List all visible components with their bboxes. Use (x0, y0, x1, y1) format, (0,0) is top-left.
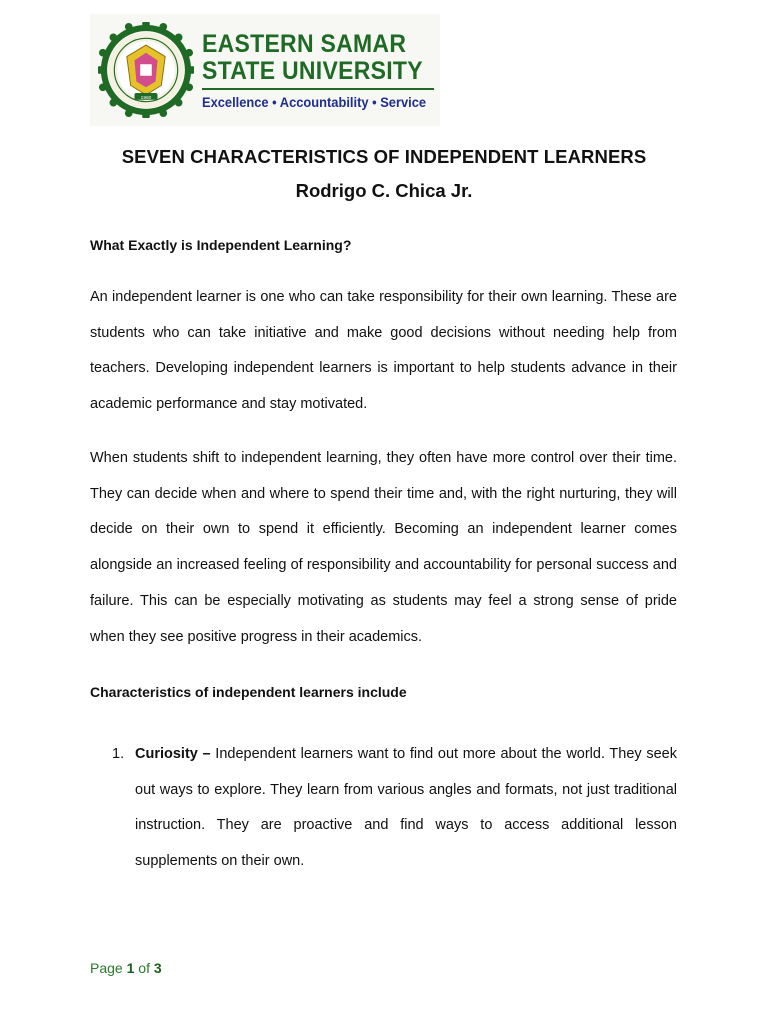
page-footer (90, 960, 162, 976)
document-title: SEVEN CHARACTERISTICS OF INDEPENDENT LEARNERS (121, 146, 647, 167)
section-heading-characteristics: Characteristics of independent learners include (90, 684, 407, 700)
list-item (90, 737, 677, 880)
section-heading-what-is-independent-learning: What Exactly is Independent Learning? (90, 237, 352, 253)
seal-year-text: 1960 (140, 95, 152, 101)
footer-page-word: Page (90, 960, 123, 976)
header-divider (202, 88, 434, 90)
list-item-number: 1. (112, 746, 125, 762)
university-motto: Excellence • Accountability • Service (202, 93, 427, 110)
document-author: Rodrigo C. Chica Jr. (295, 180, 473, 201)
list-item-term: Curiosity – (135, 746, 211, 762)
university-name-block (202, 31, 446, 110)
university-name-line1: EASTERN SAMAR (202, 29, 407, 58)
list-item-text: Independent learners want to find out more about the world. They seek out ways to explore. They learn from various angles and formats, not just traditional instruction. They are proactive and find ways to access additional lesson supplements on their own. (135, 746, 677, 870)
footer-current-page: 1 (126, 960, 135, 976)
paragraph-definition: An independent learner is one who can take responsibility for their own learning. These are students who can take initiative and make good decisions without needing help from teachers. Developing independent learners is important to help students advance in their academic performance and stay motivated. (90, 289, 677, 413)
footer-total-pages: 3 (153, 960, 162, 976)
university-seal-logo (98, 22, 194, 118)
university-name-line2: STATE UNIVERSITY (202, 56, 423, 85)
university-letterhead (90, 14, 440, 126)
list-item-body (135, 737, 677, 880)
footer-of-word: of (138, 960, 150, 976)
paragraph-shift-to-independent-learning: When students shift to independent learning, they often have more control over their time. They can decide when and where to spend their time and, with the right nurturing, they will decide on their own to spend it efficiently. Becoming an independent learner comes alongside an increased feeling of responsibility and accountability for personal success and failure. This can be especially motivating as students may feel a strong sense of pride when they see positive progress in their academics. (90, 450, 677, 645)
